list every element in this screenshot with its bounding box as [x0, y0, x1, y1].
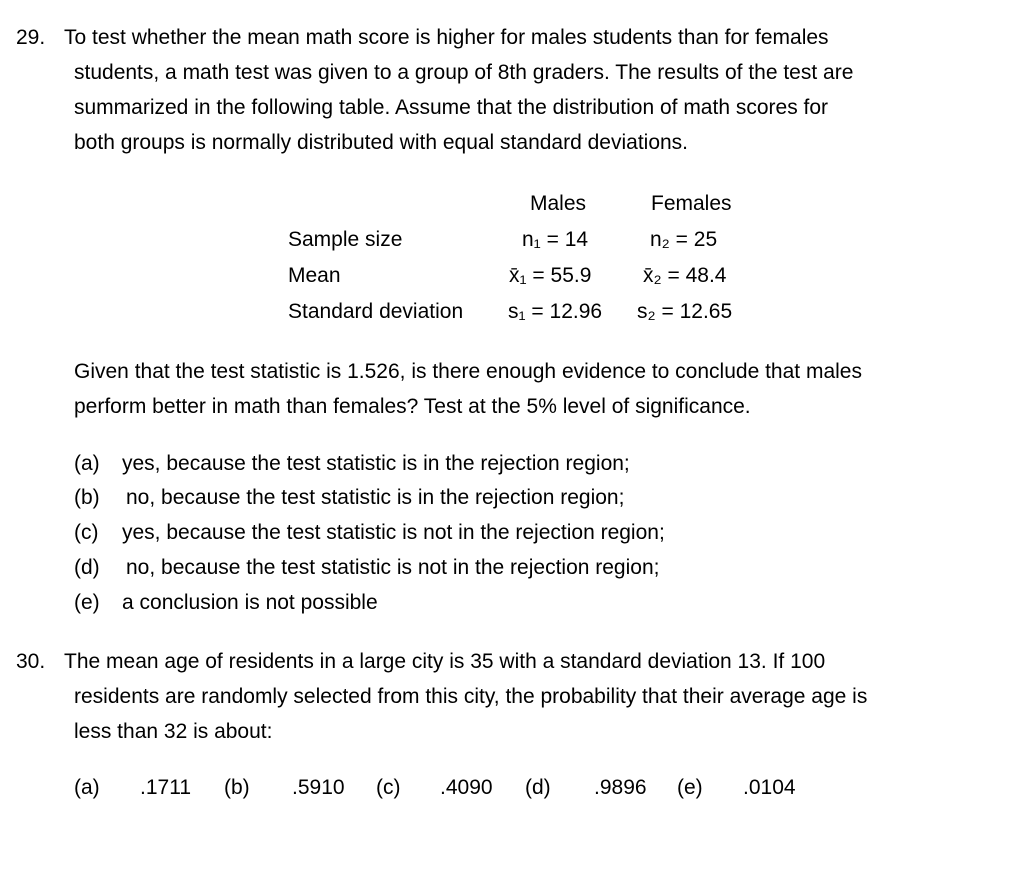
option-label: (a)	[74, 776, 100, 799]
table-row-label: Sample size	[288, 228, 403, 251]
answer-option-c[interactable]	[74, 521, 665, 545]
question-stem-line: students, a math test was given to a group of 8th graders. The results of the test are	[74, 61, 854, 84]
answer-option-d[interactable]	[525, 776, 551, 800]
answer-option-a[interactable]	[74, 452, 630, 476]
question-stem-line: To test whether the mean math score is higher for males students than for females	[64, 26, 829, 49]
table-header-females: Females	[651, 192, 732, 215]
answer-option-c[interactable]	[376, 776, 401, 800]
option-text: a conclusion is not possible	[122, 591, 378, 614]
question-30	[16, 650, 966, 820]
table-cell-males: x̄₁ = 55.9	[509, 264, 592, 287]
answer-option-b[interactable]	[224, 776, 250, 800]
option-label: (a)	[74, 452, 100, 475]
table-row-label: Mean	[288, 264, 341, 287]
answer-option-b[interactable]	[74, 486, 624, 510]
question-prompt-line: Given that the test statistic is 1.526, is there enough evidence to conclude that males	[74, 360, 862, 383]
question-stem-line: residents are randomly selected from this city, the probability that their average age is	[74, 685, 868, 708]
answer-option-b-value[interactable]: .5910	[292, 776, 345, 799]
table-cell-males: n₁ = 14	[522, 228, 589, 251]
table-cell-females: s₂ = 12.65	[637, 300, 733, 323]
answer-option-e[interactable]	[74, 591, 378, 615]
answer-option-e[interactable]	[677, 776, 703, 800]
option-label: (e)	[74, 591, 100, 614]
answer-option-a-value[interactable]: .1711	[140, 776, 191, 799]
question-stem-line: less than 32 is about:	[74, 720, 273, 743]
option-label: (c)	[376, 776, 401, 799]
option-label: (e)	[677, 776, 703, 799]
table-cell-males: s₁ = 12.96	[508, 300, 603, 323]
question-stem-line: both groups is normally distributed with equal standard deviations.	[74, 131, 689, 154]
option-text: yes, because the test statistic is not in the rejection region;	[122, 521, 665, 544]
question-stem-line: The mean age of residents in a large city is 35 with a standard deviation 13. If 100	[64, 650, 826, 673]
option-text: no, because the test statistic is in the rejection region;	[126, 486, 625, 509]
option-label: (b)	[74, 486, 100, 509]
option-label: (c)	[74, 521, 99, 544]
option-label: (b)	[224, 776, 250, 799]
table-cell-females: x̄₂ = 48.4	[643, 264, 727, 287]
answer-option-a[interactable]	[74, 776, 100, 800]
question-number: 30.	[16, 650, 46, 673]
option-label: (d)	[74, 556, 100, 579]
table-cell-females: n₂ = 25	[650, 228, 718, 251]
question-stem-line: summarized in the following table. Assume that the distribution of math scores for	[74, 96, 829, 119]
answer-option-d-value[interactable]: .9896	[594, 776, 647, 799]
answer-option-d[interactable]	[74, 556, 659, 580]
answer-option-e-value[interactable]: .0104	[743, 776, 796, 799]
table-row-label: Standard deviation	[288, 300, 464, 323]
option-text: no, because the test statistic is not in the rejection region;	[126, 556, 660, 579]
answer-option-c-value[interactable]: .4090	[440, 776, 493, 799]
option-label: (d)	[525, 776, 551, 799]
option-text: yes, because the test statistic is in the rejection region;	[122, 452, 630, 475]
table-header-males: Males	[530, 192, 587, 215]
question-29	[16, 26, 966, 626]
question-number: 29.	[16, 26, 46, 49]
question-prompt-line: perform better in math than females? Test at the 5% level of significance.	[74, 395, 751, 418]
